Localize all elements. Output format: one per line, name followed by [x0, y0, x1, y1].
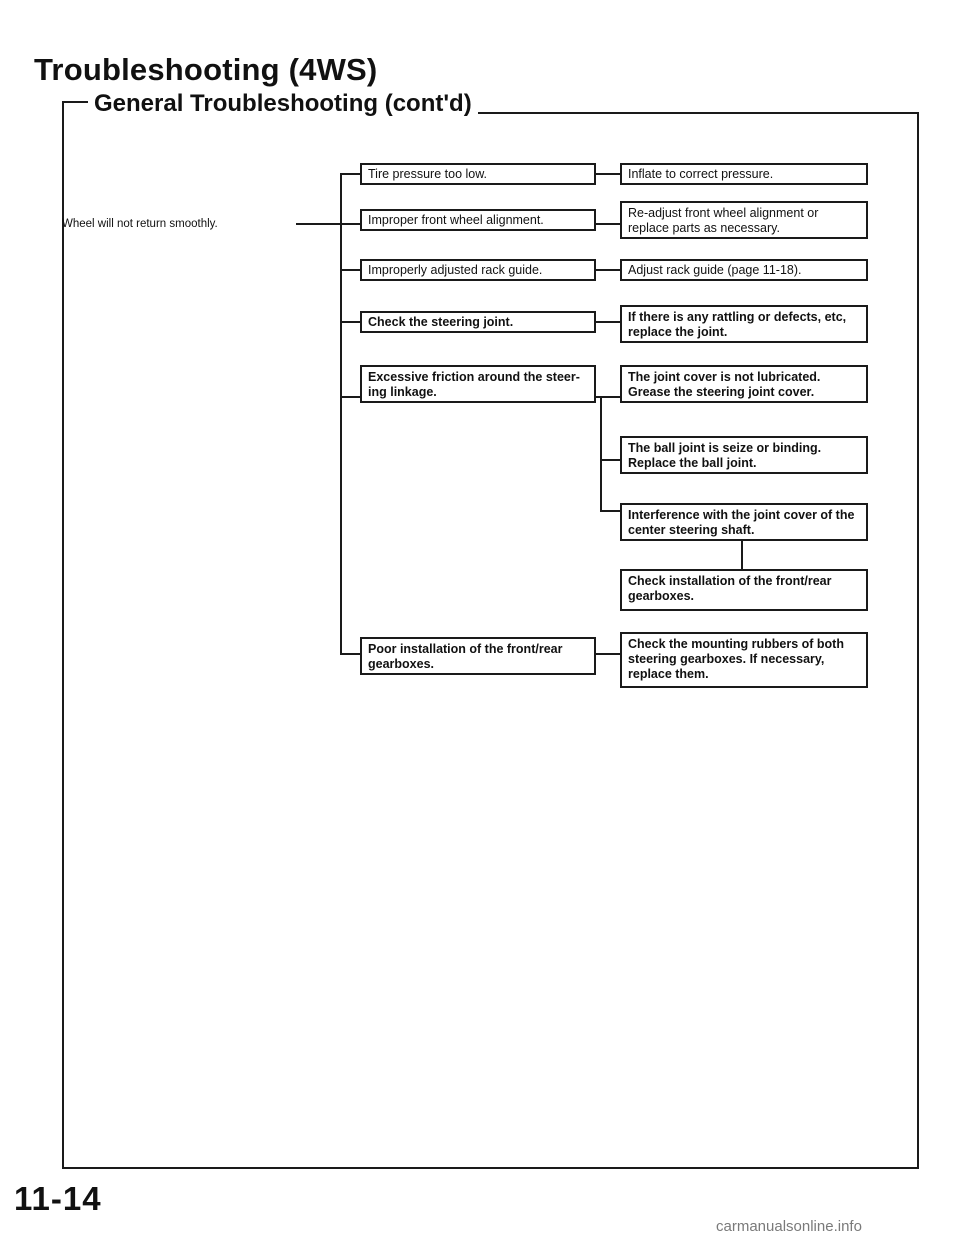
cause-trunk [340, 173, 342, 653]
frame-top-right [474, 112, 918, 114]
interference-to-gearbox [741, 541, 743, 569]
watermark: carmanualsonline.info [716, 1218, 862, 1235]
friction-tick-ball [600, 459, 620, 461]
connector-1 [596, 173, 620, 175]
friction-tick-interference [600, 510, 620, 512]
frame-right [917, 112, 919, 1169]
remedy-box-replace-joint: If there is any rattling or defects, etc, replace the joint. [620, 305, 868, 343]
frame-left [62, 101, 64, 1169]
remedy-box-ball-joint: The ball joint is seize or binding. Replace the ball joint. [620, 436, 868, 474]
frame-bottom [62, 1167, 919, 1169]
symptom-connector [296, 223, 342, 225]
remedy-box-interference: Interference with the joint cover of the center steering shaft. [620, 503, 868, 541]
remedy-box-grease-cover: The joint cover is not lubricated. Grease the steering joint cover. [620, 365, 868, 403]
connector-4 [596, 321, 620, 323]
cause-tick-5 [340, 396, 360, 398]
remedy-box-inflate: Inflate to correct pressure. [620, 163, 868, 185]
cause-box-rack-guide: Improperly adjusted rack guide. [360, 259, 596, 281]
remedy-box-mounting-rubbers: Check the mounting rubbers of both steering gearboxes. If necessary, replace them. [620, 632, 868, 688]
cause-box-poor-installation: Poor installation of the front/rear gearboxes. [360, 637, 596, 675]
cause-box-steering-joint: Check the steering joint. [360, 311, 596, 333]
cause-box-wheel-alignment: Improper front wheel alignment. [360, 209, 596, 231]
cause-tick-2 [340, 223, 360, 225]
friction-subtrunk [600, 396, 602, 512]
frame-top-left [62, 101, 88, 103]
cause-tick-6 [340, 653, 360, 655]
symptom-label: Wheel will not return smoothly. [62, 218, 218, 230]
remedy-box-adjust-rack: Adjust rack guide (page 11-18). [620, 259, 868, 281]
page-number: 11-14 [14, 1180, 102, 1217]
connector-6 [596, 653, 620, 655]
page-title: Troubleshooting (4WS) [34, 52, 378, 87]
section-title: General Troubleshooting (cont'd) [88, 90, 478, 118]
connector-2 [596, 223, 620, 225]
cause-tick-4 [340, 321, 360, 323]
cause-box-tire-pressure: Tire pressure too low. [360, 163, 596, 185]
connector-3 [596, 269, 620, 271]
cause-box-excessive-friction: Excessive friction around the steer-ing linkage. [360, 365, 596, 403]
remedy-box-readjust-alignment: Re-adjust front wheel alignment or replace parts as necessary. [620, 201, 868, 239]
cause-tick-3 [340, 269, 360, 271]
remedy-box-check-gearboxes: Check installation of the front/rear gearboxes. [620, 569, 868, 611]
cause-tick-1 [340, 173, 360, 175]
